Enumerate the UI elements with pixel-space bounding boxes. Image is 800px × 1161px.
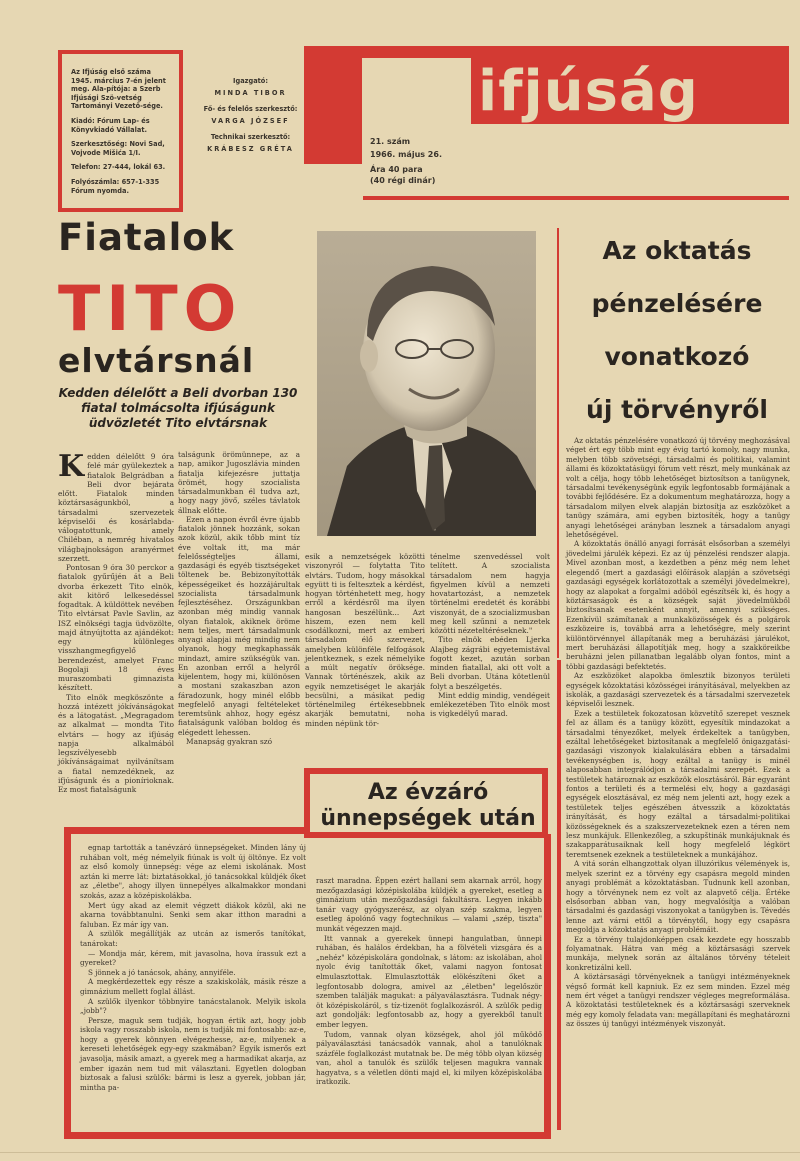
paragraph: ténelme szenvedéssel volt telített. A szocialista társadalom nem hagyja figyelmen kívül a nemzeti hovatartozást, a nemzetek történelmi eredetét és korábbi viszonyát, de a szocializmusban meg kell szűnni a nemzetek közötti nézeteltéréseknek." <box>430 552 550 635</box>
masthead-top-bar <box>304 46 789 58</box>
price: Ára 40 para <box>370 165 423 174</box>
paragraph: Mint eddig mindig, vendégeit emlékezetében Tito elnök most is vigkedélyű marad. <box>430 690 550 719</box>
paragraph: Tudom, vannak olyan községek, ahol jól működő pályaválasztási tanácsadók vannak, ahol a tanulóknak százféle foglalkozást mutatnak be. De még több olyan község van, ahol a tanulók és szülők teljesen magukra vannak hagyatva, s a véletlen dönti majd el, ki milyen középiskolába iratkozik. <box>316 1029 542 1087</box>
evzaro-column-1 <box>80 843 306 1092</box>
price-info <box>370 164 465 186</box>
issue-number: 21. szám <box>370 137 411 146</box>
editor-name: VARGA JÓZSEF <box>211 116 290 125</box>
paragraph: Az eszközöket alapokba ömlesztik bizonyos területi egységek közoktatási közösségei irányításával, melyekben az iskolák, a gazdasági szervezetek és a társadalmi szervezetek képviselői lesznek. <box>566 671 790 709</box>
headline-line: pénzelésére <box>591 289 763 318</box>
paragraph: Az oktatás pénzelésére vonatkozó új törvény meghozásával véget ért egy több mint egy évig tartó komoly, nagy munka, melyben több szövetségi, társadalmi és politikai, valamint állami és közoktatásügyi fórum vett részt, mely munkának az volt a célja, hogy több lehetőséget biztosítson a tanügynek, társadalmi tevékenységünk egyik legfontosabb formájának a további fejlődésére. Ez a dokumentum meghatározza, hogy a társadalom milyen elvek alapján biztosítja az eszközöket a tanügy számára, ami egyben biztosíték, hogy a tanügy anyagi lehetőségei arányban lesznek a társadalom anyagi lehetőségével. <box>566 436 790 540</box>
drop-cap: K <box>58 449 85 484</box>
editor-label: Fő- és felelős szerkesztő: <box>203 105 298 114</box>
paragraph: — Mondja már, kérem, mit javasolna, hova írassuk ezt a gyereket? <box>80 948 306 968</box>
paragraph: talságunk örömünnepe, az a nap, amikor Jugoszlávia minden fiatalja kifejezésre juttatja örömét, hogy szocialista társadalmunkban él tudva azt, hogy nagy jövő, széles távlatok állnak előtte. <box>178 450 300 515</box>
tito-column-2 <box>178 450 300 746</box>
masthead-left-block <box>304 46 362 164</box>
headline-tail: elvtársnál <box>58 341 255 380</box>
info-line: Kiadó: Fórum Lap- és Könyvkiadó Vállalat. <box>71 116 150 134</box>
column-rule <box>557 228 559 658</box>
paragraph: Pontosan 9 óra 30 perckor a fiatalok gyűrűjén át a Beli dvorba érkezett Tito elnök, akit kitörő lelkesedéssel fogadtak. A küldöttek nevében Tito elvtársat Pavle Savlin, az ISZ elnökségi tagja üdvözölte, majd átnyújtotta az ajándékot: egy különleges visszhangmegfigyelő berendezést, amelyet Franc Bogolaji 18 éves muraszombati gimnazista készített. <box>58 563 174 693</box>
publication-info-box <box>58 50 183 212</box>
paragraph: Persze, maguk sem tudják, hogyan értik azt, hogy jobb iskola vagy rosszabb iskola, nem is tudják mi fontosabb: az-e, hogy a gyerek könnyen elvégezhesse, az-e, milyenek a kereseti lehetőségek egy-egy szakmában? Egyik ismerős ezt javasolja, másik amazt, a gyerek meg a harmadikat akarja, az ember igazán nem tud mit választani. Egyetlen dologban biztosak a falusi szülők: bármi is lesz a gyerek, jobban jár, mintha pa- <box>80 1015 306 1092</box>
paragraph: A szülők megállítják az utcán az ismerős tanítókat, tanárokat: <box>80 929 306 948</box>
masthead-rule <box>363 196 789 200</box>
info-line: Folyószámla: 657-1-335 Fórum nyomda. <box>71 177 160 195</box>
staff-credits <box>198 77 303 157</box>
paragraph: Ezen a napon évről évre újabb fiatalok jönnek hozzánk, sokan azok közül, akik tőbb mint tíz éve voltak itt, ma már felelősségteljes állami, gazdasági és egyéb tisztségeket töltenek be. Bebizonyították képességeiket és hozzájárultak szocialista társadalmunk fejlesztéséhez. Országunkban azonban még mindig vannak olyan fiatalok, akiknek öröme nem teljes, mert társadalmunk anyagi alapjai még mindig nem olyanok, hogy megkaphassák mindazt, amire szükségük van. En azonban erről a helyről kijelentem, hogy mi, különösen a mostani szakaszban azon fáradozunk, hogy minél előbb megfelelő anyagi feltételeket teremtsünk ahhoz, hogy egész fiatalságunk valóban boldog és elégedett lehessen. <box>178 514 300 737</box>
paragraph: S jönnek a jó tanácsok, ahány, annyiféle. <box>88 967 236 977</box>
paragraph: edden délelőtt 9 óra felé már gyülekeztek a fiatalok Belgrádban a Beli dvor bejárata előtt. Fiatalok minden köztársaságunkból, a társadalmi szervezetek képviselői és kosárlabda-válogatottunk, amely Chiléban, a nemrég hivatalos világbajnokságon aranyérmet szerzett. <box>58 452 174 563</box>
headline-subtitle: Kedden délelőtt a Beli dvorban 130 fiatal tolmácsolta ifjúságunk üdvözletét Tito elvtársnak <box>58 386 298 430</box>
headline-kicker: Fiatalok <box>58 216 235 259</box>
paragraph: Ez a törvény tulajdonképpen csak kezdete egy hosszabb folyamatnak. Hátra van még a köztársasági szervek munkája, melynek során az általános törvény tételeit konkretizálni kell. <box>566 934 790 972</box>
right-headline <box>568 224 786 436</box>
price-old: (40 régi dinár) <box>370 176 436 185</box>
paragraph: Tito elnök ebéden Ljerka Alajbeg zágrábi egyetemistával fogott kezet, azután sorban minden fiatallal, aki ott volt a Beli dvorban. Utána kötetlenül folyt a beszélgetés. <box>430 635 550 691</box>
box-border-top <box>64 827 304 834</box>
headline-line: vonatkozó <box>604 342 750 371</box>
evzaro-title: Az évzáró ünnepségek után <box>320 780 536 831</box>
portrait-photo <box>317 231 536 536</box>
director-name: MINDA TIBOR <box>214 88 287 97</box>
paragraph: A köztársasági törvényeknek a tanügyi intézményeknek végső formát kell kapniuk. Ez ez sem minden. Ezzel még nem ért véget a tanügyi rendszer végleges megreformálása. A közoktatási testületeknek és a köztársasági szerveknek még egy komoly feladata van: megállapítani és meghatározni az összes új tanügyi intézmények viszonyát. <box>566 972 790 1029</box>
info-line: Telefon: 27-444, lokál 63. <box>71 163 166 172</box>
column-rule <box>557 660 561 1130</box>
tech-editor-label: Technikai szerkesztő: <box>210 133 291 142</box>
paragraph: Manapság gyakran szó <box>186 736 273 746</box>
paragraph: raszt maradna. Éppen ezért hallani sem akarnak arról, hogy mezőgazdasági középiskolába küldjék a gyereket, esetleg a gimnázium után mezőgazdasági fakultásra. Legyen inkább tanár vagy gyógyszerész, az olyan szép szakma, legyen esetleg ápolónő vagy fogtechnikus — valami „szép, tiszta" munkát végezzen majd. <box>316 876 542 933</box>
paragraph: Tito elnök megköszönte a hozzá intézett jókívánságokat és a látogatást. „Megragadom az alkalmat — mondta Tito elvtárs — hogy az ifjúság napja alkalmából legszívélyesebb jókívánságaimat nyilvánítsam a fiatal nemzedéknek, az ifjúságunk és a pionírioknak. Ez most fiatalságunk <box>58 692 174 794</box>
paragraph: A szülők ilyenkor többnyire tanácstalanok. Melyik iskola „jobb"? <box>80 996 306 1016</box>
tito-column-4 <box>430 552 550 719</box>
paragraph: Ezek a testületek fokozatosan közvetítő szerepet vesznek fel az állam és a tanügy között, egyesítik mindazokat a társadalmi tényezőket, melyek érdekeltek a tanügyben, ezáltal lehetőségeket biztosítanak a megfelelő önigazgatási-gazdasági viszonyok kialakulására ebben a társadalmi tevékenységben is, hogy ezáltal a tanügy is minél alaposabban integrálódjon a társadalmi szerepét. Ezek a testületek határoznak az eszközök elosztásáról. Bár egyaránt fontos a területi és a termelési elv, hogy a gazdasági egységek elosztásával, ez még nem jelenti azt, hogy ezek a testületek teljes egészében átvesszik a közoktatás irányítását, és hogy ezáltal a társadalmi-politikai közösségeknek és a szakszervezeteknek ezen a téren nem lesz munkájuk. Ellenkezőleg, a szkupštinák munkájuknak és szakapparátusaiknak kell hogy megfelelő légkört teremtsenek ezeknek a testületeknek a munkájához. <box>566 708 790 859</box>
paragraph: A megkérdezettek egy része a szakiskolák, másik része a gimnázium mellett foglal állást. <box>80 977 306 996</box>
info-line: Szerkesztőség: Novi Sad, Vojvode Mišića 1/I. <box>71 140 165 157</box>
paragraph: A közoktatás önálló anyagi forrását elsősorban a személyi jövedelmi járulék képezi. Ez az új pénzelési rendszer alapja. Mivel azonban most, a kezdetben a pénz még nem lehet elegendő (mert a gazdasági előírások alapján a szövetségi gazdasági egységek korlátozottak a személyi jövedelmekre), hogy az alapokat a forgalmi adóból egészítsék ki, és hogy a köztársaságok és a községek saját jövedelmükből biztosítsanak esetenként annyit, amennyi szükséges. Ezenkívül számítanak a munkaközösségek és a polgárok eszközeire is, továbbá arra a lehetőségre, mely szerint különtörvénnyel állapítanák meg a beruházási járulékot, mert beruházási állapotítják meg, hogy a szakköreikbe beruházni jelen pillanatban legalább olyan fontos, mint a többi gazdasági befektetés. <box>566 539 790 671</box>
tito-column-1 <box>58 449 174 794</box>
headline-line: Az oktatás <box>602 236 752 265</box>
evzaro-column-2 <box>316 876 542 1087</box>
masthead-title: ifjúság <box>478 59 699 124</box>
issue-date: 1966. május 26. <box>370 150 442 159</box>
page-bottom-edge <box>0 1152 800 1153</box>
paragraph: Mert úgy akad az elemit végzett diákok közül, aki ne akarna továbbtanulni. Senki sem akar itthon maradni a faluban. Ez már így van. <box>80 900 306 929</box>
director-label: Igazgató: <box>233 77 268 85</box>
headline-name: TITO <box>58 272 243 345</box>
issue-info <box>370 136 465 162</box>
paragraph: esik a nemzetségek közötti viszonyról — folytatta Tito elvtárs. Tudom, hogy másokkal együtt ti is feltesztek a kérdést, hogyan történhetett meg, hogy erről a kérdésről ma ilyen hangosan beszélünk... Azt hiszem, ezen nem kell csodálkozni, mert az emberi társadalom élő szervezet, amelyben különféle felfogások jelentkeznek, s ezek némelyike a múlt negatív öröksége. Vannak történészek, akik az egyik nemzetiséget le akarják becsülni, a másikat pedig történelmileg értékesebbnek akarják bemutatni, noha minden népünk tör- <box>305 552 425 728</box>
paragraph: A vitá során elhangzottak olyan illuzórikus vélemények is, melyek szerint ez a törvény egy csapásra megold minden anyagi problémát a közoktatásban. Tudnunk kell azonban, hogy a törvénynek nem ez volt az alapvető célja. Értéke elsősorban abban van, hogy megvalósítja a valóban társadalmi és gazdasági viszonyokat a tanügyben is. Tévedés lenne azt várni ettől a törvénytől, hogy egy csapásra megoldja a közoktatás anyagi problémáit. <box>566 859 790 935</box>
paragraph: egnap tartották a tanévzáró ünnepségeket. Minden lány új ruhában volt, még némelyik fiúnak is volt új öltönye. Ez volt az első komoly ünnepség: vége az elemi iskolának. Most aztán ki merre lát: biztatásokkal, jó tanácsokkal küldjék őket az „életbe", ahogy illyen ünnepélyes alkalmakkor mondani szokás, azaz a középiskolákba. <box>80 843 306 900</box>
info-line: Az Ifjúság első száma 1945. március 7-én jelent meg. Ala-pítója: a Szerb Ifjúsági Szö-vetség Tartományi Vezető-sége. <box>71 68 166 111</box>
portrait-photo-icon <box>317 231 536 536</box>
oktatas-column <box>566 436 790 1029</box>
tech-editor-name: KRÁBESZ GRÉTA <box>207 144 294 153</box>
headline-line: új törvényről <box>586 395 768 424</box>
paragraph: Itt vannak a gyerekek ünnepi hangulatban, ünnepi ruhában, és halálos érdekban, ha a fölvételi vizsgára és a „nehéz" középiskolára gondolnak, s látom: az iskolában, ahol nyolc évig tanították őket, valami nagyon fontosat elmulasztottak. Elmulasztották elökészíteni őket a legfontosabb dologra, amivel az „életben" legelőször szemben találják magukat: a pályaválasztásra. Tudnak négy-öt középiskoláról, s tíz-tizenöt foglalkozásról. A szülők pedig azt gondolják: legfontosabb az, hogy a gyerekből tanult ember legyen. <box>316 933 542 1029</box>
tito-column-3 <box>305 552 425 728</box>
